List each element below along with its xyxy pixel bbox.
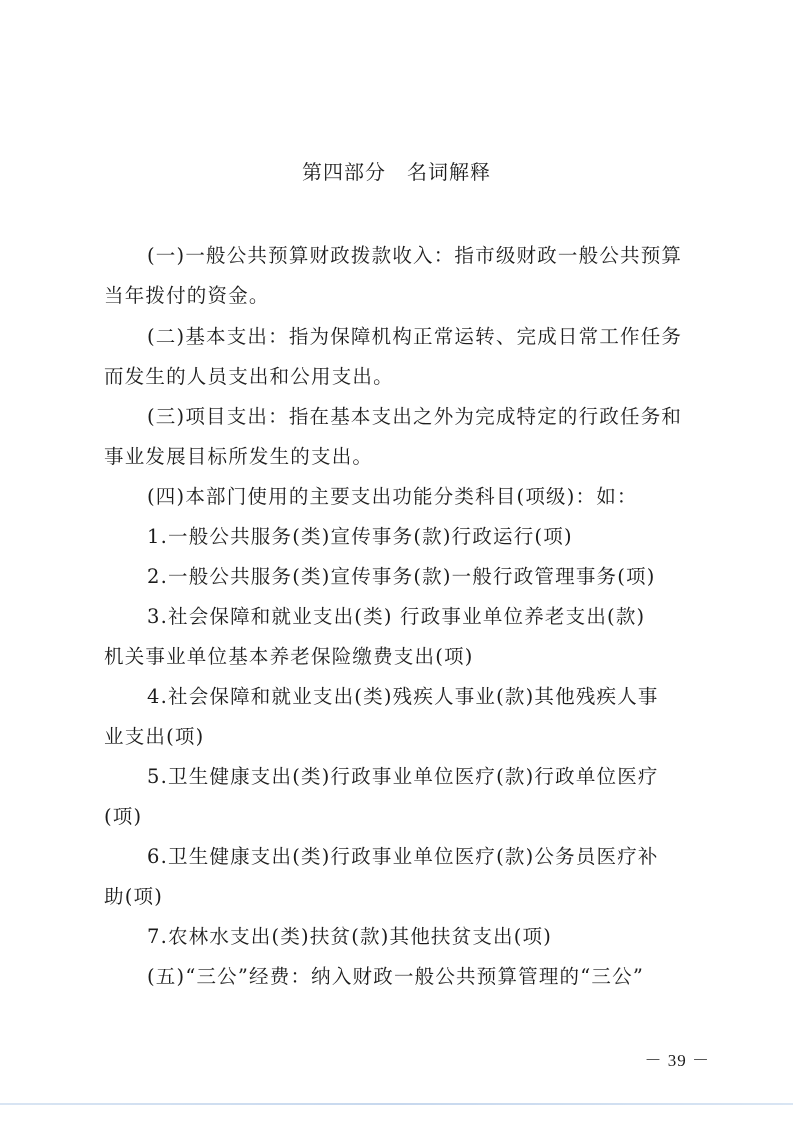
paragraph-line: (五)“三公”经费：纳入财政一般公共预算管理的“三公” bbox=[147, 965, 644, 988]
paragraph-line: (四)本部门使用的主要支出功能分类科目(项级)：如： bbox=[147, 485, 638, 508]
paragraph-line: 1.一般公共服务(类)宣传事务(款)行政运行(项) bbox=[147, 525, 573, 548]
paragraph-line: 6.卫生健康支出(类)行政事业单位医疗(款)公务员医疗补 bbox=[147, 845, 659, 868]
paragraph-line: (三)项目支出：指在基本支出之外为完成特定的行政任务和 bbox=[147, 405, 683, 428]
paragraph-line: 3.社会保障和就业支出(类) 行政事业单位养老支出(款) bbox=[147, 605, 646, 628]
paragraph-line: 机关事业单位基本养老保险缴费支出(项) bbox=[104, 645, 474, 668]
section-title: 第四部分 名词解释 bbox=[302, 160, 491, 184]
paragraph-line: 业支出(项) bbox=[104, 725, 205, 748]
paragraph-line: (一)一般公共预算财政拨款收入：指市级财政一般公共预算 bbox=[147, 244, 683, 267]
paragraph-line: 助(项) bbox=[104, 885, 164, 908]
paragraph-line: 5.卫生健康支出(类)行政事业单位医疗(款)行政单位医疗 bbox=[147, 765, 659, 788]
footer-divider bbox=[0, 1103, 793, 1105]
paragraph-line: 而发生的人员支出和公用支出。 bbox=[104, 365, 394, 388]
paragraph-line: 2.一般公共服务(类)宣传事务(款)一般行政管理事务(项) bbox=[147, 565, 656, 588]
paragraph-line: 当年拨付的资金。 bbox=[104, 284, 270, 307]
paragraph-line: (项) bbox=[104, 805, 143, 828]
page-number: － 39 － bbox=[644, 1051, 710, 1070]
paragraph-line: 4.社会保障和就业支出(类)残疾人事业(款)其他残疾人事 bbox=[147, 685, 659, 708]
paragraph-line: (二)基本支出：指为保障机构正常运转、完成日常工作任务 bbox=[147, 325, 683, 348]
paragraph-line: 事业发展目标所发生的支出。 bbox=[104, 445, 374, 468]
paragraph-line: 7.农林水支出(类)扶贫(款)其他扶贫支出(项) bbox=[147, 925, 553, 948]
